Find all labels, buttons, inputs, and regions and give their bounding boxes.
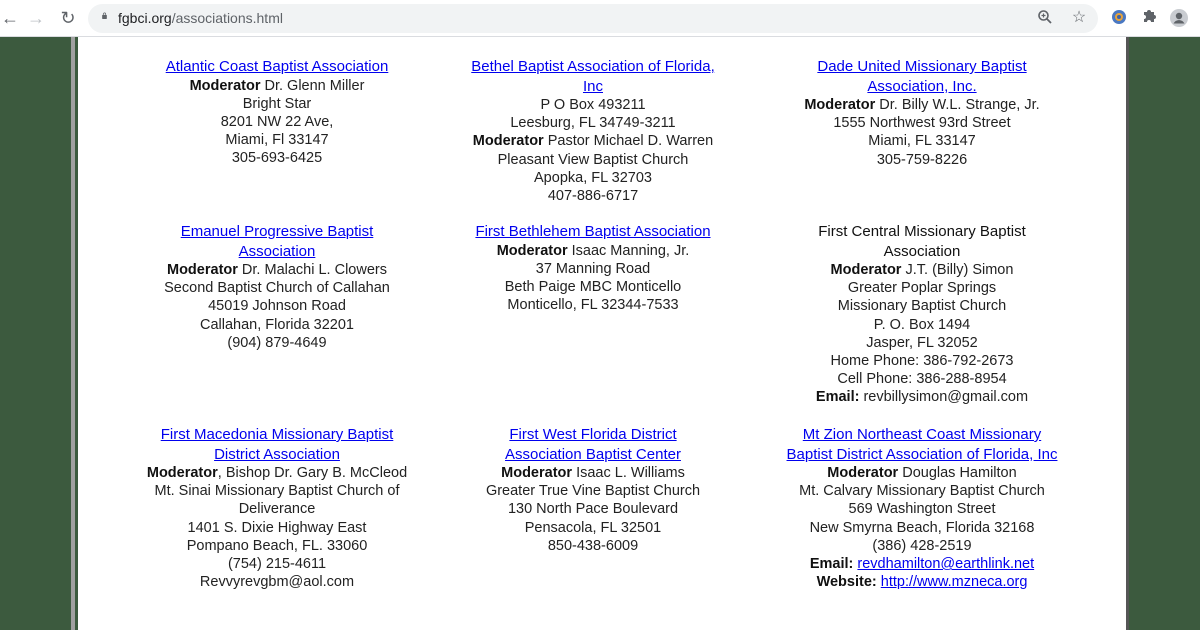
detail-text: Jasper, FL 32052 bbox=[866, 334, 978, 351]
association-title-link[interactable]: District Association bbox=[214, 445, 340, 463]
detail-text: 407-886-6717 bbox=[547, 188, 639, 205]
detail-label: Moderator bbox=[189, 77, 261, 94]
detail-text: 305-693-6425 bbox=[231, 150, 323, 167]
association-title-link[interactable]: First West Florida District bbox=[509, 426, 677, 443]
detail-text: Dr. Glenn Miller bbox=[260, 77, 365, 94]
detail-text: Monticello, FL 32344-7533 bbox=[507, 297, 679, 314]
detail-text: Revvyrevgbm@aol.com bbox=[199, 574, 355, 591]
page-right-border bbox=[1126, 37, 1129, 630]
association-title-link[interactable]: Dade United Missionary Baptist bbox=[817, 58, 1027, 75]
extensions-puzzle-icon[interactable] bbox=[1138, 8, 1160, 30]
detail-label: Moderator bbox=[501, 465, 573, 481]
detail-text: 1555 Northwest 93rd Street bbox=[833, 115, 1011, 132]
entry-detail-line bbox=[722, 519, 1122, 537]
detail-label: Moderator bbox=[830, 262, 902, 278]
association-entry bbox=[722, 222, 1122, 407]
bookmark-star-icon[interactable]: ☆ bbox=[1071, 9, 1087, 26]
association-title-link[interactable]: Association, Inc. bbox=[867, 77, 977, 95]
detail-text: Pleasant View Baptist Church bbox=[497, 151, 689, 168]
detail-text: (386) 428-2519 bbox=[872, 537, 972, 554]
detail-text: Callahan, Florida 32201 bbox=[200, 316, 354, 333]
page-left-border bbox=[71, 37, 75, 630]
entry-detail-line bbox=[722, 96, 1122, 114]
url-path: /associations.html bbox=[171, 10, 283, 26]
entry-detail-line bbox=[722, 370, 1122, 388]
association-entry bbox=[722, 57, 1122, 169]
detail-text: 45019 Johnson Road bbox=[208, 298, 346, 315]
detail-text: Leesburg, FL 34749-3211 bbox=[510, 115, 676, 132]
entry-detail-line bbox=[722, 388, 1122, 406]
entry-detail-line bbox=[722, 555, 1122, 573]
entry-detail-line bbox=[77, 573, 477, 591]
detail-text: Beth Paige MBC Monticello bbox=[504, 278, 682, 295]
association-title: First Central Missionary Baptist bbox=[818, 223, 1026, 240]
detail-text: P. O. Box 1494 bbox=[873, 316, 971, 333]
entry-detail-line bbox=[722, 279, 1122, 297]
detail-text: revbillysimon@gmail.com bbox=[859, 389, 1029, 406]
zoom-icon[interactable] bbox=[1036, 9, 1054, 27]
detail-text: Cell Phone: 386-288-8954 bbox=[837, 371, 1007, 388]
association-title-link[interactable]: Emanuel Progressive Baptist bbox=[180, 223, 374, 240]
detail-text: Isaac Manning, Jr. bbox=[567, 242, 690, 259]
detail-text: Dr. Malachi L. Clowers bbox=[237, 262, 387, 278]
detail-text: Missionary Baptist Church bbox=[837, 298, 1007, 315]
detail-label: Moderator bbox=[167, 262, 238, 278]
detail-label: Website: bbox=[816, 574, 877, 591]
detail-text: 130 North Pace Boulevard bbox=[507, 501, 679, 518]
association-entry bbox=[722, 425, 1122, 591]
reload-icon[interactable]: ↻ bbox=[60, 8, 76, 28]
detail-text: Pensacola, FL 32501 bbox=[524, 519, 662, 536]
entry-detail-line bbox=[722, 482, 1122, 500]
url-host: fgbci.org bbox=[118, 10, 172, 26]
association-title-link[interactable]: Mt Zion Northeast Coast Missionary bbox=[802, 426, 1042, 443]
entry-detail-line bbox=[77, 316, 477, 334]
entry-detail-line bbox=[77, 334, 477, 352]
detail-text: 8201 NW 22 Ave, bbox=[220, 113, 334, 130]
entry-detail-line bbox=[393, 187, 793, 205]
entry-detail-line bbox=[722, 464, 1122, 482]
association-title-link[interactable]: Baptist District Association of Florida, Inc bbox=[786, 445, 1058, 463]
detail-text: Bright Star bbox=[242, 95, 312, 112]
association-title-link[interactable]: Association bbox=[238, 242, 316, 260]
detail-text: 569 Washington Street bbox=[848, 501, 996, 518]
entry-detail-line bbox=[722, 297, 1122, 315]
entry-detail-line bbox=[722, 261, 1122, 279]
detail-label: Moderator bbox=[804, 97, 876, 113]
detail-text: Apopka, FL 32703 bbox=[534, 169, 652, 186]
detail-text: Miami, Fl 33147 bbox=[225, 132, 329, 149]
lock-icon[interactable] bbox=[100, 12, 109, 19]
detail-text: Mt. Calvary Missionary Baptist Church bbox=[799, 483, 1045, 500]
detail-label: Moderator bbox=[827, 465, 899, 481]
detail-text: Pompano Beach, FL. 33060 bbox=[186, 537, 368, 554]
forward-arrow-icon[interactable]: → bbox=[27, 8, 45, 28]
entry-detail-line bbox=[722, 316, 1122, 334]
detail-text: Isaac L. Williams bbox=[572, 465, 685, 481]
association-title-link[interactable]: Atlantic Coast Baptist Association bbox=[165, 58, 389, 75]
detail-text: Pastor Michael D. Warren bbox=[543, 133, 714, 150]
detail-text: (754) 215-4611 bbox=[227, 556, 327, 573]
detail-link[interactable]: http://www.mzneca.org bbox=[880, 574, 1028, 591]
detail-text: 1401 S. Dixie Highway East bbox=[187, 519, 367, 536]
detail-text: Greater Poplar Springs bbox=[847, 280, 997, 297]
detail-text: Home Phone: 386-792-2673 bbox=[830, 353, 1014, 370]
association-title: Association bbox=[883, 242, 961, 260]
detail-link[interactable]: revdhamilton@earthlink.net bbox=[857, 556, 1035, 573]
detail-text: 305-759-8226 bbox=[876, 151, 968, 168]
association-title-link[interactable]: First Macedonia Missionary Baptist bbox=[160, 426, 394, 443]
association-title-link[interactable]: Inc bbox=[582, 77, 603, 95]
back-arrow-icon[interactable]: ← bbox=[1, 8, 19, 28]
detail-text: Mt. Sinai Missionary Baptist Church of bbox=[154, 483, 400, 500]
url-text[interactable] bbox=[118, 10, 283, 26]
detail-text: New Smyrna Beach, Florida 32168 bbox=[809, 519, 1035, 536]
entry-detail-line bbox=[722, 334, 1122, 352]
entry-detail-line bbox=[77, 555, 477, 573]
detail-text: 850-438-6009 bbox=[547, 537, 639, 554]
browser-toolbar bbox=[0, 0, 1200, 37]
detail-text: P O Box 493211 bbox=[540, 97, 646, 113]
address-bar[interactable] bbox=[88, 4, 1098, 33]
extension-globe-icon[interactable] bbox=[1108, 8, 1130, 30]
entry-detail-line bbox=[722, 151, 1122, 169]
detail-text: Second Baptist Church of Callahan bbox=[164, 280, 390, 297]
profile-avatar-icon[interactable] bbox=[1168, 8, 1190, 30]
entry-detail-line bbox=[722, 132, 1122, 150]
detail-text: Miami, FL 33147 bbox=[868, 133, 976, 150]
detail-text: (904) 879-4649 bbox=[227, 334, 327, 351]
detail-text: 37 Manning Road bbox=[535, 260, 651, 277]
entry-detail-line bbox=[393, 169, 793, 187]
detail-text: Greater True Vine Baptist Church bbox=[485, 483, 701, 500]
association-title-link[interactable]: Bethel Baptist Association of Florida, bbox=[471, 58, 715, 75]
detail-text: J.T. (Billy) Simon bbox=[901, 262, 1014, 278]
association-title-link[interactable]: Association Baptist Center bbox=[505, 445, 681, 463]
detail-text: Deliverance bbox=[238, 501, 316, 518]
detail-text: Douglas Hamilton bbox=[898, 465, 1017, 481]
detail-text: , Bishop Dr. Gary B. McCleod bbox=[217, 465, 408, 481]
detail-label: Email: bbox=[815, 389, 860, 406]
association-title-link[interactable]: First Bethlehem Baptist Association bbox=[475, 223, 711, 240]
detail-label: Moderator bbox=[496, 242, 568, 259]
detail-text: Dr. Billy W.L. Strange, Jr. bbox=[875, 97, 1040, 113]
detail-label: Moderator bbox=[472, 133, 544, 150]
entry-detail-line bbox=[722, 352, 1122, 370]
entry-detail-line bbox=[722, 500, 1122, 518]
entry-detail-line bbox=[722, 573, 1122, 591]
entry-detail-line bbox=[722, 114, 1122, 132]
detail-label: Moderator bbox=[146, 465, 218, 481]
entry-detail-line bbox=[722, 537, 1122, 555]
detail-label: Email: bbox=[809, 556, 854, 573]
